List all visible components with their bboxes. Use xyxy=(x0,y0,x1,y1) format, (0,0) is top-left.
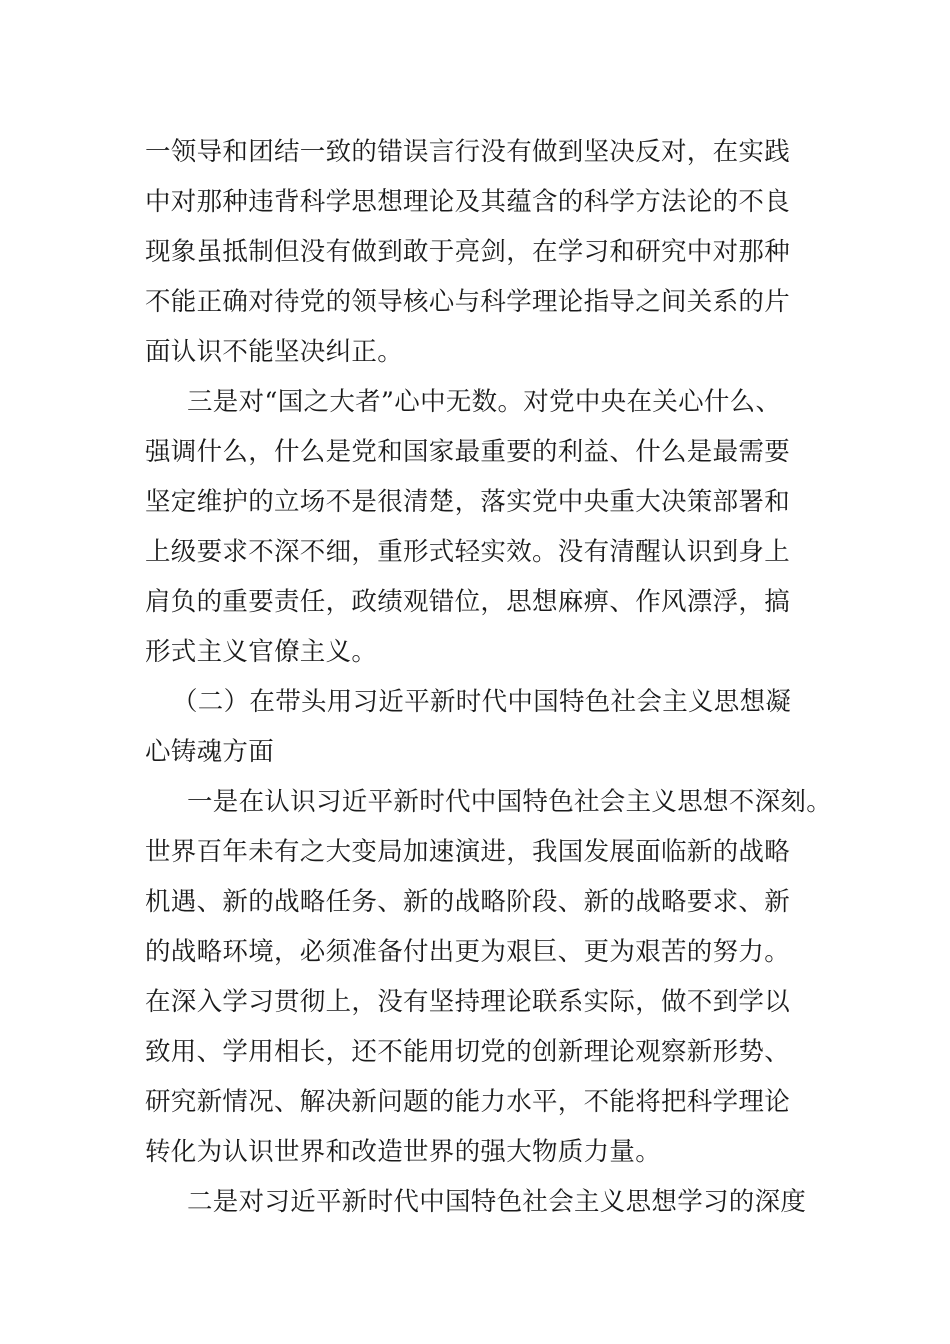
paragraph-start-line: 一是在认识习近平新时代中国特色社会主义思想不深刻。 xyxy=(187,787,833,817)
text-line: 形式主义官僚主义。 xyxy=(145,637,378,667)
text-line: 研究新情况、解决新问题的能力水平，不能将把科学理论 xyxy=(145,1087,791,1117)
text-line: 世界百年未有之大变局加速演进，我国发展面临新的战略 xyxy=(145,837,791,867)
text-line: 机遇、新的战略任务、新的战略阶段、新的战略要求、新 xyxy=(145,887,791,917)
text-line: 现象虽抵制但没有做到敢于亮剑，在学习和研究中对那种 xyxy=(145,237,791,267)
text-line: 一领导和团结一致的错误言行没有做到坚决反对，在实践 xyxy=(145,137,791,167)
text-line: 不能正确对待党的领导核心与科学理论指导之间关系的片 xyxy=(145,287,791,317)
text-line: 面认识不能坚决纠正。 xyxy=(145,337,404,367)
text-line: 中对那种违背科学思想理论及其蕴含的科学方法论的不良 xyxy=(145,187,791,217)
text-line: 肩负的重要责任，政绩观错位，思想麻痹、作风漂浮，搞 xyxy=(145,587,791,617)
paragraph-start-line: 三是对“国之大者”心中无数。对党中央在关心什么、 xyxy=(187,387,782,417)
text-line: 致用、学用相长，还不能用切党的创新理论观察新形势、 xyxy=(145,1037,791,1067)
text-line: 在深入学习贯彻上，没有坚持理论联系实际，做不到学以 xyxy=(145,987,791,1017)
text-line: 上级要求不深不细，重形式轻实效。没有清醒认识到身上 xyxy=(145,537,791,567)
text-line: 的战略环境，必须准备付出更为艰巨、更为艰苦的努力。 xyxy=(145,937,791,967)
text-line: 坚定维护的立场不是很清楚，落实党中央重大决策部署和 xyxy=(145,487,791,517)
text-line: 转化为认识世界和改造世界的强大物质力量。 xyxy=(145,1137,662,1167)
text-line: 强调什么，什么是党和国家最重要的利益、什么是最需要 xyxy=(145,437,791,467)
section-heading-line: （二）在带头用习近平新时代中国特色社会主义思想凝 xyxy=(172,687,792,717)
paragraph-start-line: 二是对习近平新时代中国特色社会主义思想学习的深度 xyxy=(187,1187,807,1217)
section-heading-line: 心铸魂方面 xyxy=(145,737,275,767)
